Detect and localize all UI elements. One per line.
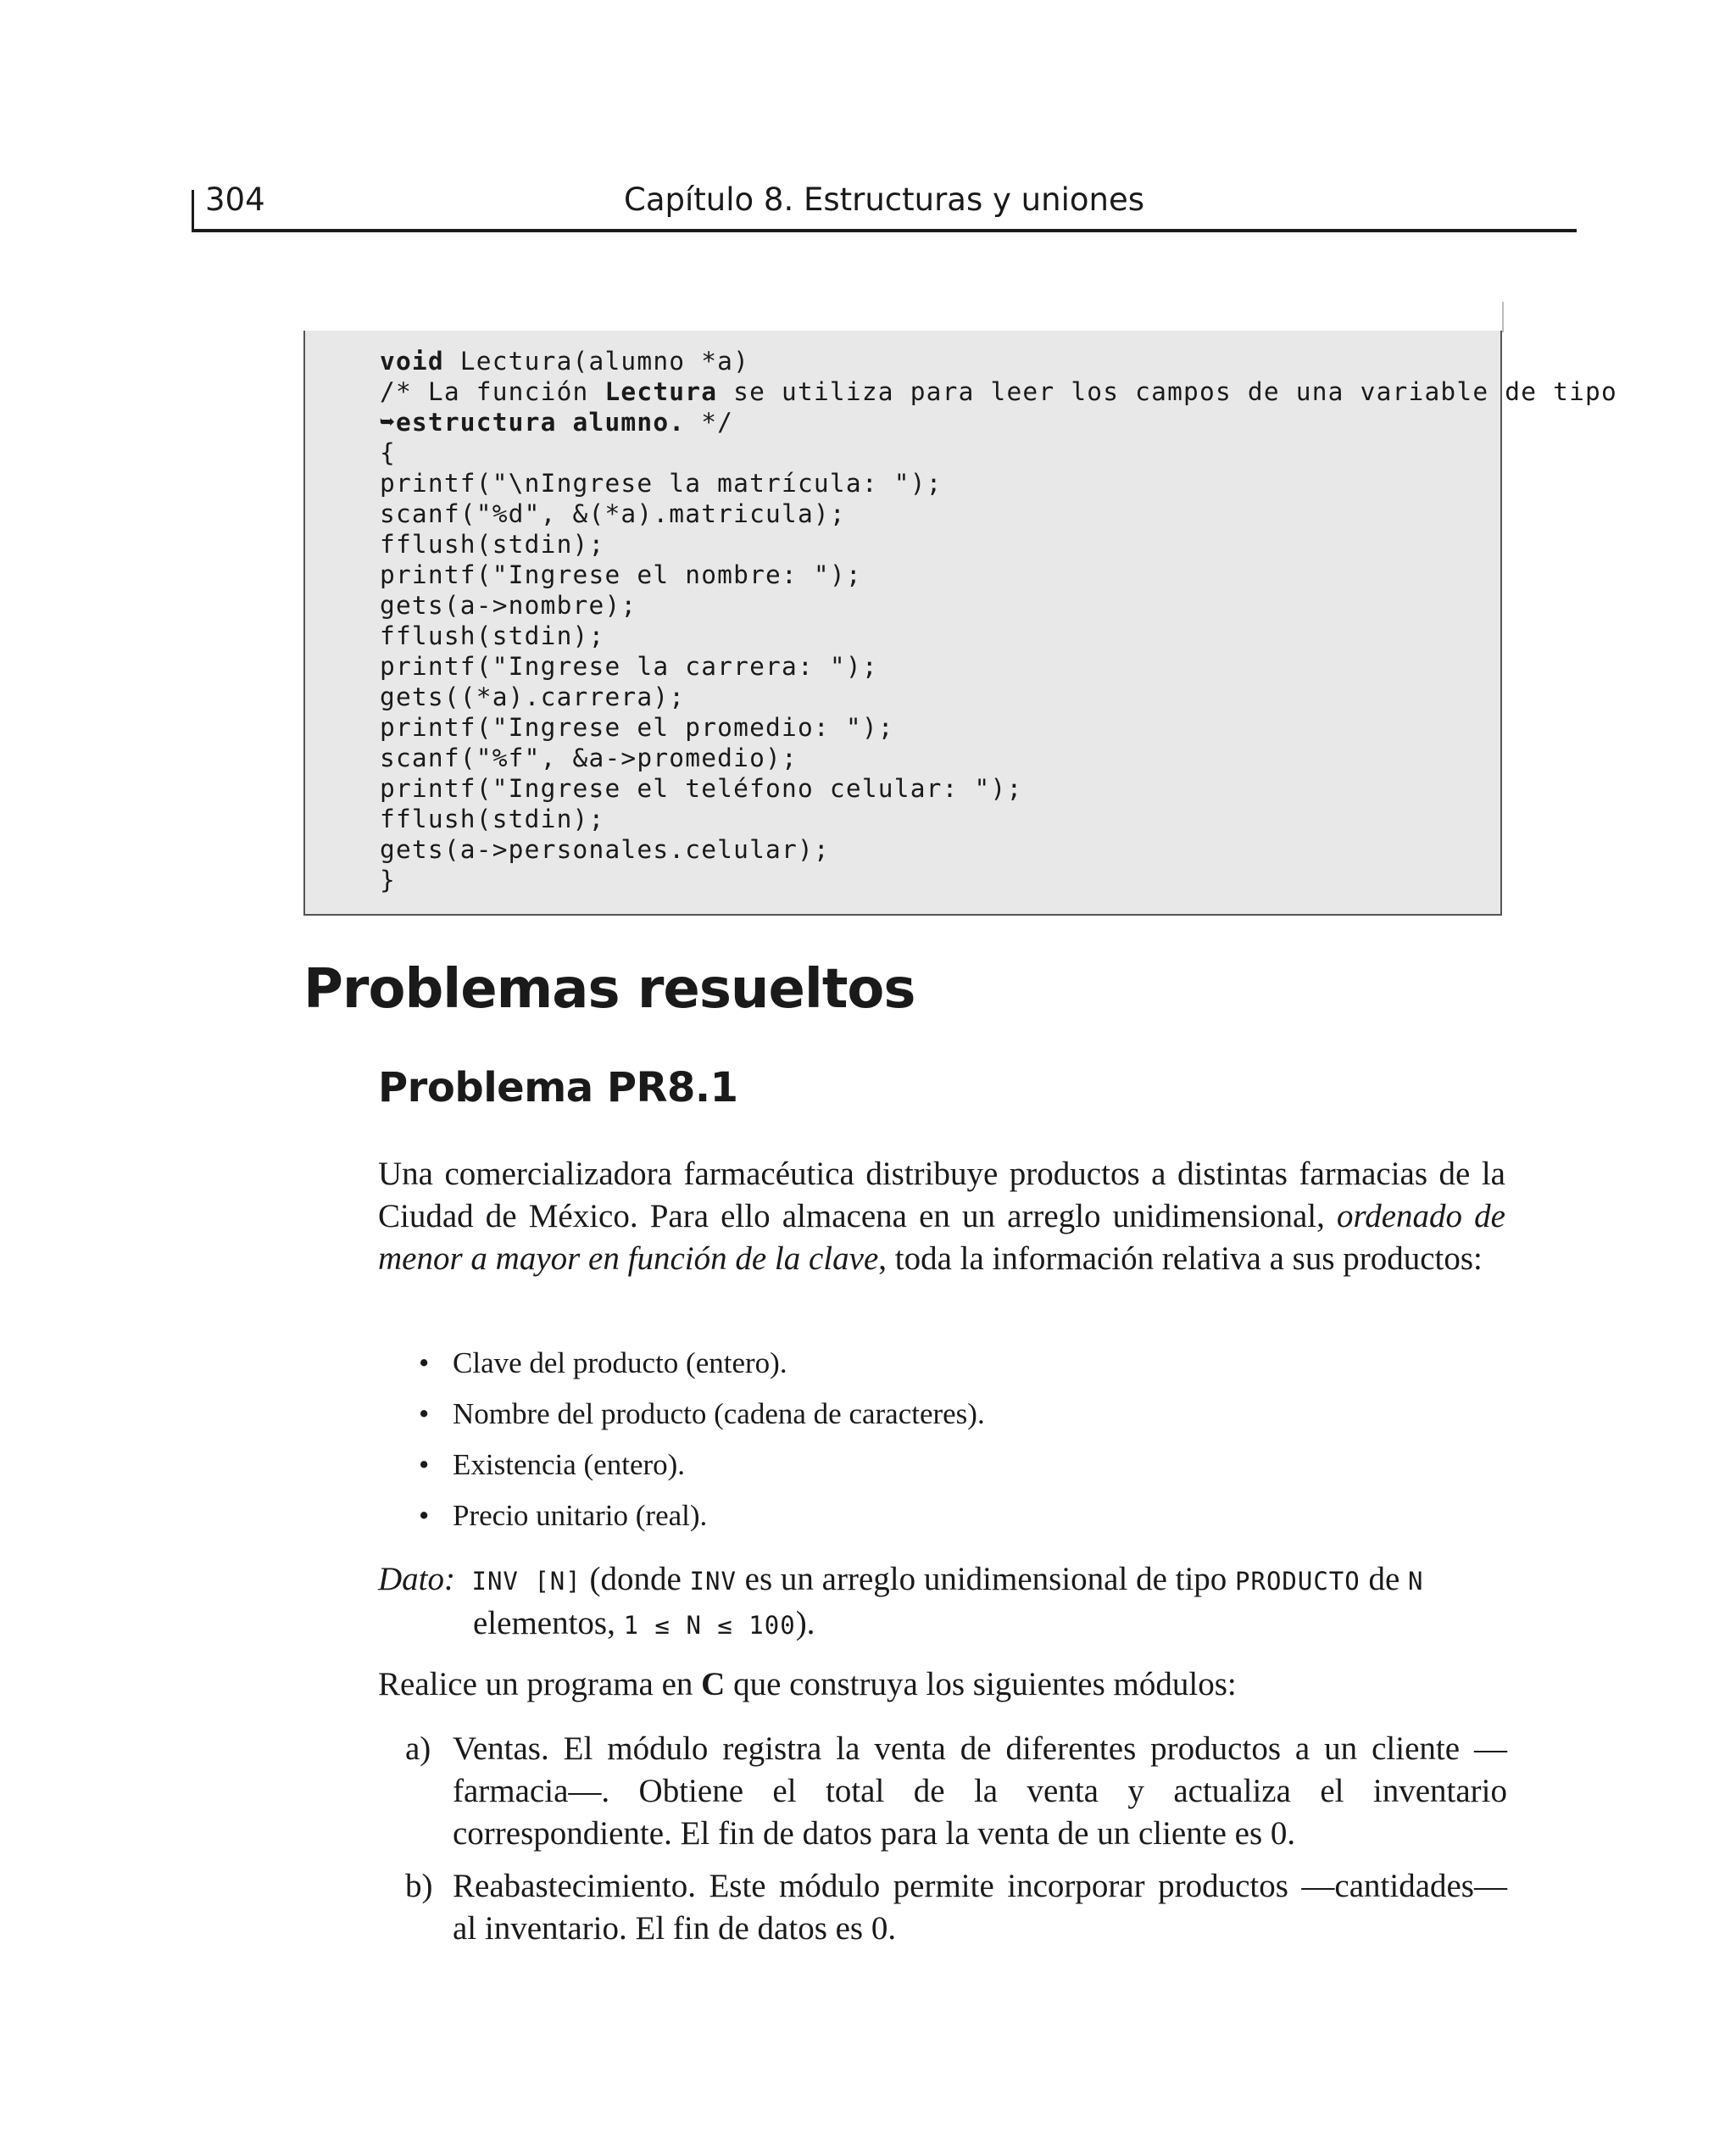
task-text: Realice un programa en	[378, 1666, 702, 1702]
code-text: gets((*a).carrera);	[380, 682, 686, 711]
list-item	[419, 1499, 985, 1550]
data-line-2	[378, 1602, 1505, 1646]
code-text: */	[685, 408, 734, 437]
problem-title: Problema PR8.1	[378, 1064, 738, 1111]
data-text: ).	[795, 1605, 815, 1641]
code-text: se utiliza para leer los campos de una variable de tipo	[717, 377, 1617, 406]
code-text: scanf("%f", &a->promedio);	[380, 744, 798, 772]
bullet-icon: •	[419, 1346, 430, 1379]
data-text: es un arreglo unidimensional de tipo	[736, 1561, 1236, 1597]
module-item	[405, 1865, 1507, 1950]
code-line	[380, 712, 1617, 743]
code-line	[380, 743, 1617, 773]
list-item	[419, 1448, 985, 1499]
code-text: {	[380, 438, 396, 467]
data-text: elementos,	[473, 1605, 624, 1641]
list-item-text: Precio unitario (real).	[453, 1499, 708, 1532]
code-line	[380, 376, 1617, 407]
module-marker: b)	[405, 1868, 433, 1904]
code-line	[380, 529, 1617, 560]
code-box-edge	[1502, 302, 1504, 332]
bullet-icon: •	[419, 1448, 430, 1481]
code-line	[380, 346, 1617, 376]
code-line	[380, 499, 1617, 529]
code-listing	[303, 331, 1617, 916]
code-line	[380, 834, 1617, 865]
code-text: Lectura(alumno *a)	[443, 347, 750, 376]
page-number: 304	[205, 181, 265, 218]
module-text: Ventas. El módulo registra la venta de diferentes productos a un cliente —farmacia—. Obtiene el total de la venta y actualiza el inventario correspondiente. El fin de datos para la venta de un cliente es 0.	[453, 1730, 1507, 1852]
code-text: fflush(stdin);	[380, 621, 605, 650]
code-text: fflush(stdin);	[380, 805, 605, 833]
code-keyword: void	[380, 347, 444, 376]
bullet-icon: •	[419, 1499, 430, 1532]
section-title: Problemas resueltos	[303, 958, 915, 1021]
data-line-1	[378, 1558, 1505, 1602]
data-text: de	[1360, 1561, 1409, 1597]
module-list	[405, 1728, 1507, 1960]
data-code: INV [N]	[471, 1567, 581, 1596]
list-item	[419, 1346, 985, 1397]
code-line	[380, 682, 1617, 712]
language-name: C	[701, 1666, 726, 1702]
data-code: N	[1408, 1567, 1424, 1596]
code-text: printf("Ingrese el promedio: ");	[380, 713, 894, 742]
chapter-title: Capítulo 8. Estructuras y uniones	[624, 181, 1144, 218]
code-line	[380, 468, 1617, 499]
list-item	[419, 1397, 985, 1448]
code-line	[380, 560, 1617, 590]
task-paragraph	[378, 1663, 1505, 1706]
code-text: scanf("%d", &(*a).matricula);	[380, 499, 846, 528]
code-text: printf("\nIngrese la matrícula: ");	[380, 469, 943, 498]
code-text: fflush(stdin);	[380, 530, 605, 559]
code-text: gets(a->nombre);	[380, 591, 637, 620]
code-line	[380, 590, 1617, 621]
code-text: printf("Ingrese el nombre: ");	[380, 560, 862, 589]
code-text: printf("Ingrese el teléfono celular: ");	[380, 774, 1023, 803]
intro-text-end: , toda la información relativa a sus productos:	[878, 1240, 1483, 1277]
code-line	[380, 621, 1617, 651]
module-text: Reabastecimiento. Este módulo permite incorporar productos —cantidades— al inventario. El fin de datos es 0.	[453, 1868, 1507, 1947]
code-line	[380, 651, 1617, 682]
code-line	[380, 865, 1617, 895]
data-code: INV	[689, 1567, 737, 1596]
module-marker: a)	[405, 1730, 431, 1767]
intro-paragraph	[378, 1153, 1505, 1280]
code-text: /* La función	[380, 377, 605, 406]
code-keyword: Lectura	[604, 377, 718, 406]
code-line	[380, 437, 1617, 468]
data-text: (donde	[581, 1561, 690, 1597]
running-head	[192, 178, 1577, 232]
data-description	[378, 1558, 1505, 1646]
data-code: 1 ≤ N ≤ 100	[623, 1611, 796, 1640]
code-block	[380, 346, 1617, 895]
data-code: PRODUCTO	[1235, 1567, 1360, 1596]
intro-text: Una comercializadora farmacéutica distribuye productos a distintas farmacias de la Ciudad de México. Para ello almacena en un arreglo unidimensional,	[378, 1156, 1505, 1234]
list-item-text: Existencia (entero).	[453, 1448, 686, 1481]
code-text: printf("Ingrese la carrera: ");	[380, 652, 878, 681]
bullet-icon: •	[419, 1397, 430, 1430]
product-field-list	[419, 1346, 985, 1550]
list-item-text: Nombre del producto (cadena de caracteres).	[453, 1397, 985, 1430]
code-line	[380, 407, 1617, 437]
code-text: }	[380, 866, 396, 894]
code-line	[380, 773, 1617, 804]
list-item-text: Clave del producto (entero).	[453, 1346, 787, 1379]
code-keyword: ➥estructura alumno.	[380, 408, 686, 437]
module-item	[405, 1728, 1507, 1855]
task-text-end: que construya los siguientes módulos:	[725, 1666, 1237, 1702]
code-line	[380, 804, 1617, 834]
intro-emphasis: ordenado de menor a mayor en función de la clave	[378, 1198, 1505, 1277]
code-text: gets(a->personales.celular);	[380, 835, 830, 864]
data-label: Dato:	[378, 1561, 455, 1597]
